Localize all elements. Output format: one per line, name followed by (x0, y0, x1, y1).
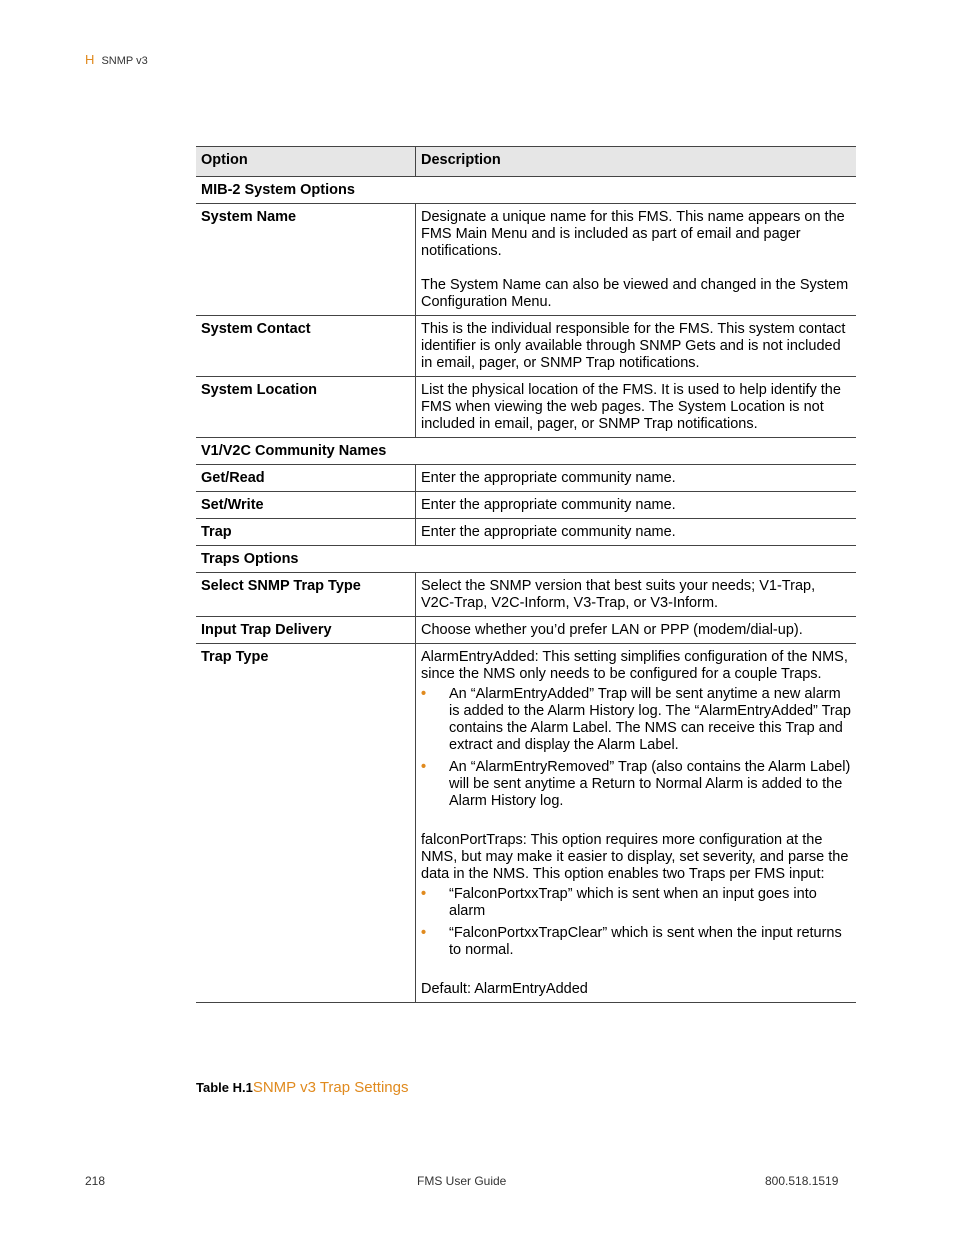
page-number: 218 (85, 1174, 106, 1188)
column-header-description: Description (416, 147, 857, 177)
option-label: Trap Type (196, 644, 416, 1003)
section-row (196, 546, 856, 573)
option-description: This is the individual responsible for the FMS. This system contact identifier is only available through SNMP Gets and is not included in email, pager, or SNMP Trap notifications. (416, 316, 857, 377)
section-title-mib2: MIB-2 System Options (196, 177, 856, 204)
caption-label: Table H.1 (196, 1080, 253, 1095)
bullet-list (421, 686, 851, 810)
option-description: Enter the appropriate community name. (416, 465, 857, 492)
table-row (196, 492, 856, 519)
list-item-text: An “AlarmEntryRemoved” Trap (also contains the Alarm Label) will be sent anytime a Return to Normal Alarm is added to the Alarm History log. (449, 759, 851, 809)
caption-title-link[interactable]: SNMP v3 Trap Settings (252, 1079, 409, 1096)
bullet-list (421, 886, 851, 959)
snmp-trap-settings-table (196, 146, 856, 1003)
bullet-icon: • (421, 686, 427, 702)
option-label: Get/Read (196, 465, 416, 492)
column-header-option: Option (196, 147, 416, 177)
option-description: Select the SNMP version that best suits your needs; V1-Trap, V2C-Trap, V2C-Inform, V3-Trap, or V3-Inform. (416, 573, 857, 617)
option-description: Enter the appropriate community name. (416, 519, 857, 546)
bullet-icon: • (421, 759, 427, 775)
list-item (421, 886, 851, 920)
section-title-traps: Traps Options (196, 546, 856, 573)
option-description: Choose whether you’d prefer LAN or PPP (modem/dial-up). (416, 617, 857, 644)
option-description (416, 644, 857, 1003)
bullet-icon: • (421, 886, 427, 902)
description-paragraph: falconPortTraps: This option requires more configuration at the NMS, but may make it easier to display, set severity, and parse the data in the NMS. This option enables two Traps per FMS input: (421, 832, 849, 882)
option-description: List the physical location of the FMS. It is used to help identify the FMS when viewing the web pages. The System Location is not included in email, pager, or SNMP Trap notifications. (416, 377, 857, 438)
description-paragraph: The System Name can also be viewed and changed in the System Configuration Menu. (421, 277, 849, 310)
section-title-v1v2c: V1/V2C Community Names (196, 438, 856, 465)
table-row (196, 617, 856, 644)
description-paragraph: Designate a unique name for this FMS. This name appears on the FMS Main Menu and is included as part of email and pager notifications. (421, 209, 845, 259)
option-description: Enter the appropriate community name. (416, 492, 857, 519)
list-item-text: “FalconPortxxTrapClear” which is sent when the input returns to normal. (449, 925, 842, 958)
bullet-icon: • (421, 925, 427, 941)
section-row (196, 438, 856, 465)
table-row (196, 519, 856, 546)
option-label: Select SNMP Trap Type (196, 573, 416, 617)
phone-number: 800.518.1519 (765, 1174, 839, 1188)
option-label: System Name (196, 204, 416, 316)
description-paragraph: AlarmEntryAdded: This setting simplifies configuration of the NMS, since the NMS only needs to be configured for a couple Traps. (421, 649, 848, 682)
table-header-row (196, 147, 856, 177)
list-item (421, 686, 851, 754)
running-header (85, 52, 148, 67)
list-item (421, 759, 851, 810)
table-row (196, 573, 856, 617)
guide-title: FMS User Guide (417, 1174, 507, 1188)
option-label: Set/Write (196, 492, 416, 519)
table-row (196, 204, 856, 316)
table-caption (196, 1079, 408, 1096)
option-label: System Contact (196, 316, 416, 377)
option-label: System Location (196, 377, 416, 438)
list-item (421, 925, 851, 959)
option-description (416, 204, 857, 316)
list-item-text: “FalconPortxxTrap” which is sent when an input goes into alarm (449, 886, 817, 919)
option-label: Trap (196, 519, 416, 546)
list-item-text: An “AlarmEntryAdded” Trap will be sent anytime a new alarm is added to the Alarm History log. The “AlarmEntryAdded” Trap contains the Alarm Label. The NMS can receive this Trap and extract and display the Alarm Label. (449, 686, 851, 753)
table-row (196, 316, 856, 377)
section-row (196, 177, 856, 204)
option-label: Input Trap Delivery (196, 617, 416, 644)
table-row (196, 644, 856, 1003)
table-row (196, 465, 856, 492)
table-row (196, 377, 856, 438)
default-value: Default: AlarmEntryAdded (421, 981, 588, 997)
section-name: SNMP v3 (101, 55, 148, 67)
appendix-letter: H (85, 52, 95, 67)
